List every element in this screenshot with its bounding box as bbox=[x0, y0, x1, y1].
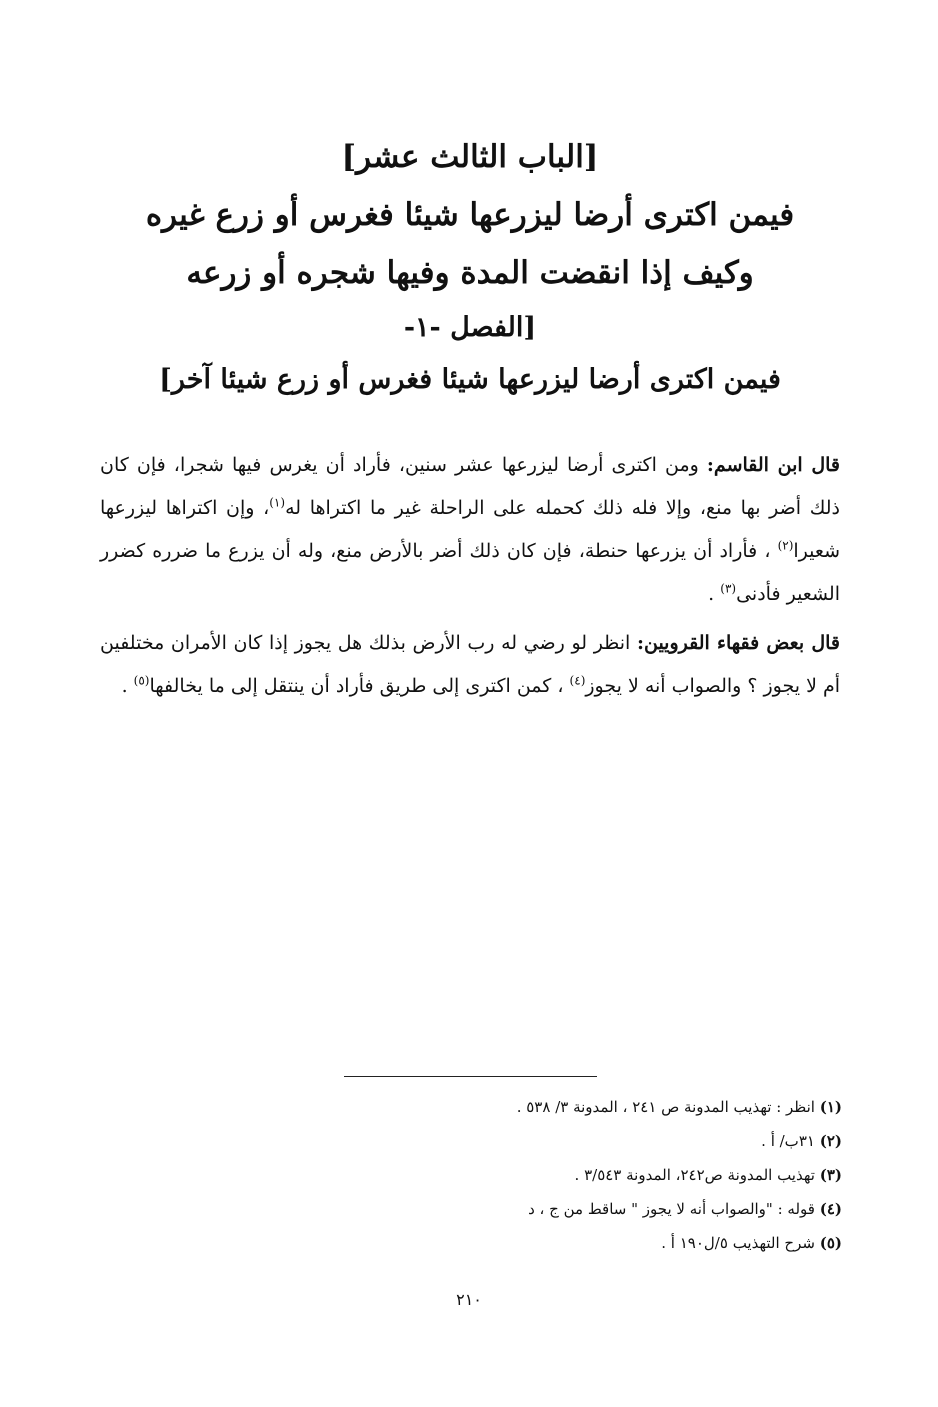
paragraph-text: انظر لو رضي له رب الأرض بذلك هل يجوز إذا كان الأمران مختلفين أم لا يجوز ؟ والصواب أنه لا يجوز bbox=[100, 632, 840, 697]
page-number: ٢١٠ bbox=[456, 1290, 482, 1309]
chapter-headings bbox=[90, 128, 850, 406]
footnote-item bbox=[242, 1158, 842, 1192]
footnote-item bbox=[242, 1226, 842, 1260]
chapter-subtitle-line1: فيمن اكترى أرضا ليزرعها شيئا فغرس أو زرع غيره bbox=[145, 197, 795, 233]
footnote-ref[interactable]: (٣) bbox=[720, 581, 737, 596]
paragraph-text: . bbox=[121, 675, 134, 697]
footnote-text: انظر : تهذيب المدونة ص ٢٤١ ، المدونة ٣/ ٥٣٨ . bbox=[516, 1098, 820, 1116]
footnote-number: (٤) bbox=[819, 1200, 842, 1218]
main-text bbox=[100, 444, 840, 714]
footnotes bbox=[242, 1090, 842, 1260]
footnote-number: (١) bbox=[819, 1098, 842, 1116]
footnote-item bbox=[242, 1192, 842, 1226]
footnote-ref[interactable]: (٤) bbox=[569, 673, 586, 688]
paragraph-lead: قال ابن القاسم: bbox=[706, 454, 841, 476]
paragraph-text: ومن اكترى أرضا ليزرعها عشر سنين، فأراد أن يغرس فيها شجرا، فإن كان ذلك أضر بها منع، وإلا فله ذلك كحمله على الراحلة غير ما اكتراها له bbox=[100, 454, 840, 519]
footnote-text: ٣١ب/ أ . bbox=[761, 1132, 820, 1150]
footnote-text: تهذيب المدونة ص٢٤٢، المدونة ٣/٥٤٣ . bbox=[574, 1166, 820, 1184]
paragraph-text: ، فأراد أن يزرعها حنطة، فإن كان ذلك أضر بالأرض منع، وله أن يزرع ما ضرره كضرر الشعير فأدنى bbox=[100, 540, 840, 605]
footnote-separator bbox=[344, 1076, 597, 1077]
footnote-ref[interactable]: (٢) bbox=[777, 538, 794, 553]
footnote-number: (٥) bbox=[819, 1234, 842, 1252]
chapter-title: [الباب الثالث عشر] bbox=[341, 139, 599, 175]
paragraph-2 bbox=[100, 622, 840, 708]
footnote-item bbox=[242, 1124, 842, 1158]
footnote-item bbox=[242, 1090, 842, 1124]
footnote-ref[interactable]: (١) bbox=[269, 495, 286, 510]
footnote-text: قوله : "والصواب أنه لا يجوز " ساقط من ج ، د bbox=[528, 1200, 820, 1218]
footnote-ref[interactable]: (٥) bbox=[133, 673, 150, 688]
paragraph-text: ، وإن اكتراها ليزرعها شعيرا bbox=[100, 497, 840, 562]
section-title: فيمن اكترى أرضا ليزرعها شيئا فغرس أو زرع شيئا آخر] bbox=[159, 364, 781, 395]
paragraph-lead: قال بعض فقهاء القرويين: bbox=[636, 632, 840, 654]
chapter-subtitle-line2: وكيف إذا انقضت المدة وفيها شجره أو زرعه bbox=[186, 255, 754, 291]
footnote-number: (٢) bbox=[819, 1132, 842, 1150]
section-heading: [الفصل -١- bbox=[403, 312, 537, 343]
footnote-number: (٣) bbox=[819, 1166, 842, 1184]
paragraph-text: ، كمن اكترى إلى طريق فأراد أن ينتقل إلى ما يخالفها bbox=[149, 675, 570, 697]
footnote-text: شرح التهذيب ٥/ل١٩٠ أ . bbox=[661, 1234, 820, 1252]
paragraph-1 bbox=[100, 444, 840, 616]
paragraph-text: . bbox=[708, 583, 721, 605]
